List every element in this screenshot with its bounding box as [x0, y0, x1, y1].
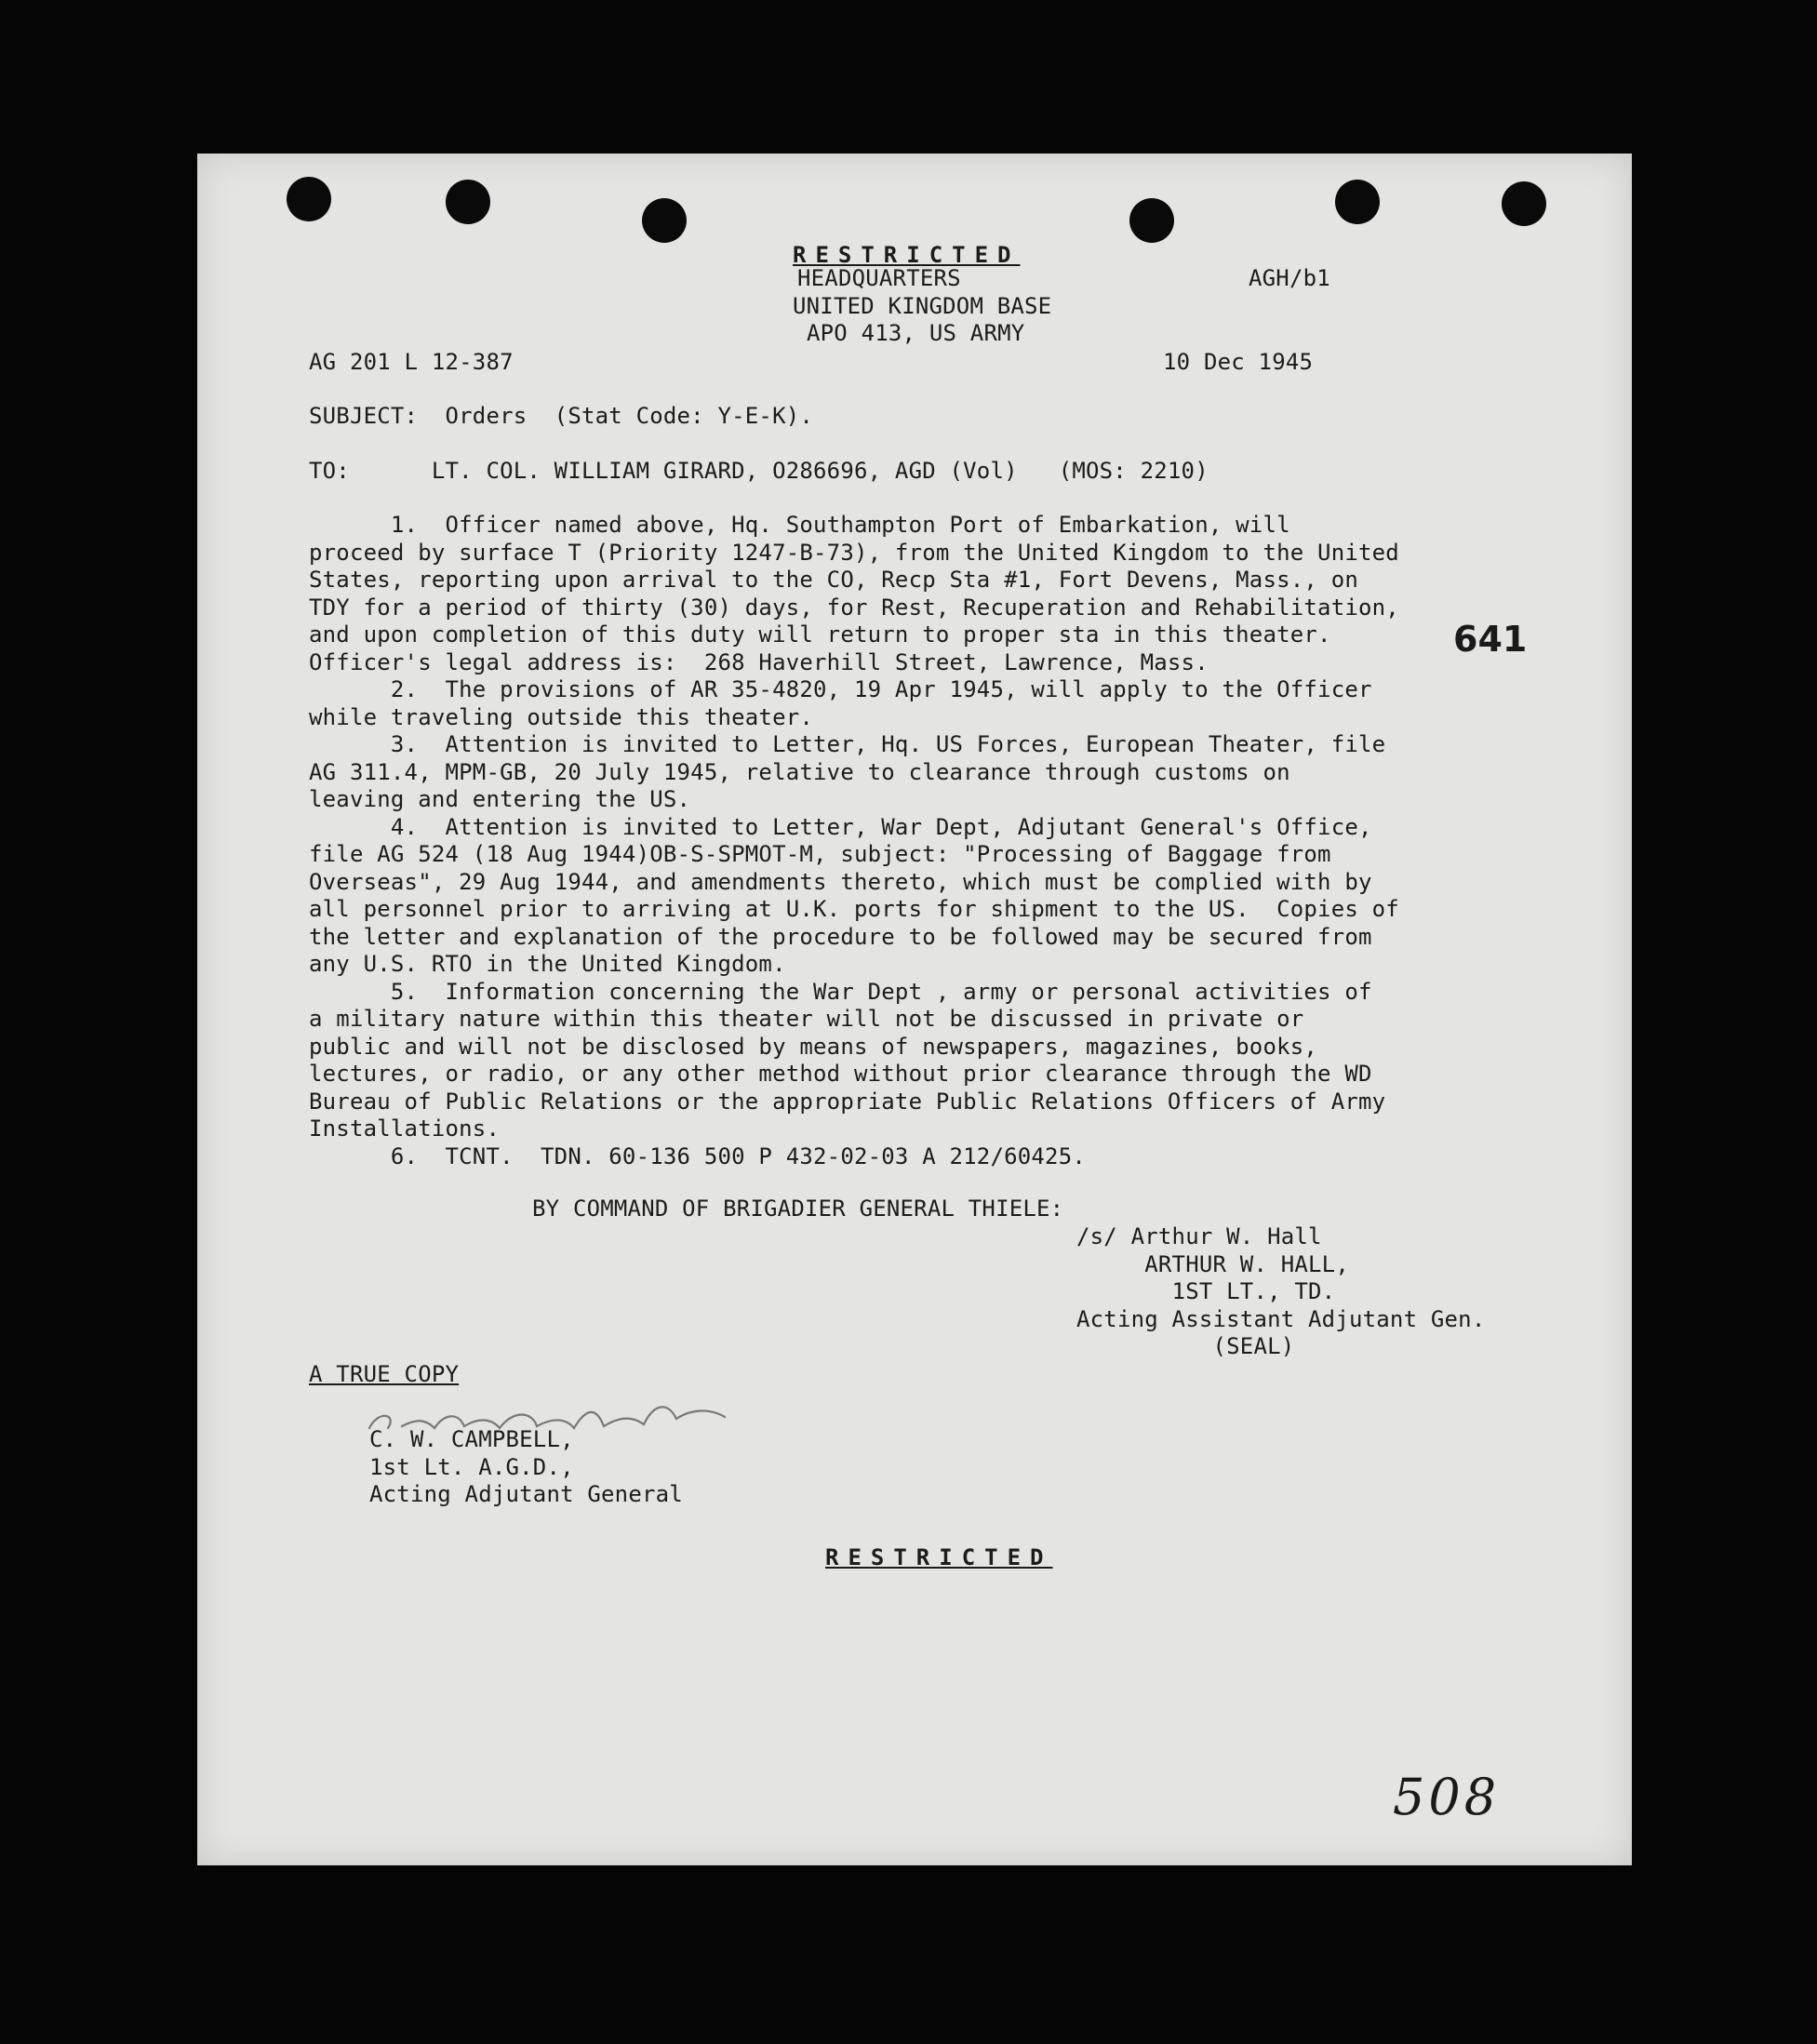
- signature-line: ARTHUR W. HALL,: [1076, 1250, 1349, 1277]
- subject-line: SUBJECT: Orders (Stat Code: Y-E-K).: [309, 403, 814, 429]
- punch-hole: [1502, 181, 1546, 226]
- true-copy-block: [369, 1426, 683, 1509]
- punch-hole: [1129, 198, 1174, 243]
- signature-line: 1ST LT., TD.: [1076, 1278, 1336, 1304]
- true-copy-line: C. W. CAMPBELL,: [369, 1426, 574, 1452]
- signature-line: /s/ Arthur W. Hall: [1076, 1223, 1322, 1249]
- file-number: AG 201 L 12-387: [309, 349, 514, 375]
- punch-hole: [1335, 180, 1380, 224]
- body-line: 6. TCNT. TDN. 60-136 500 P 432-02-03 A 212/60425.: [309, 1142, 1087, 1169]
- punch-hole: [642, 198, 687, 243]
- margin-number: 641: [1453, 619, 1528, 660]
- classification-top: RESTRICTED: [793, 242, 1021, 268]
- body-line: States, reporting upon arrival to the CO, Recp Sta #1, Fort Devens, Mass., on: [309, 567, 1358, 593]
- body-line: Bureau of Public Relations or the appropriate Public Relations Officers of Army: [309, 1088, 1386, 1115]
- body-line: leaving and entering the US.: [309, 786, 691, 812]
- body-line: Overseas", 29 Aug 1944, and amendments thereto, which must be complied with by: [309, 868, 1372, 895]
- body-line: while traveling outside this theater.: [309, 703, 814, 730]
- body-line: 5. Information concerning the War Dept , army or personal activities of: [309, 978, 1372, 1005]
- classification-bottom: RESTRICTED: [825, 1544, 1053, 1570]
- command-line: BY COMMAND OF BRIGADIER GENERAL THIELE:: [532, 1196, 1064, 1222]
- document-page: [197, 154, 1632, 1865]
- true-copy-line: 1st Lt. A.G.D.,: [369, 1453, 574, 1480]
- unit-line-1: HEADQUARTERS: [797, 265, 961, 291]
- body-line: and upon completion of this duty will return to proper sta in this theater.: [309, 621, 1331, 648]
- body-line: a military nature within this theater will not be discussed in private or: [309, 1006, 1304, 1032]
- body-line: 3. Attention is invited to Letter, Hq. US Forces, European Theater, file: [309, 731, 1386, 757]
- punch-hole: [446, 180, 490, 224]
- unit-line-2: UNITED KINGDOM BASE: [793, 293, 1052, 319]
- body-line: AG 311.4, MPM-GB, 20 July 1945, relative to clearance through customs on: [309, 758, 1290, 785]
- body-line: Officer's legal address is: 268 Haverhill Street, Lawrence, Mass.: [309, 648, 1209, 675]
- punch-hole: [287, 177, 331, 221]
- body-line: 4. Attention is invited to Letter, War Dept, Adjutant General's Office,: [309, 813, 1372, 840]
- body-line: TDY for a period of thirty (30) days, for Rest, Recuperation and Rehabilitation,: [309, 594, 1399, 621]
- unit-line-3: APO 413, US ARMY: [807, 320, 1025, 346]
- signature-block: [1076, 1223, 1485, 1361]
- signature-line: (SEAL): [1076, 1333, 1295, 1359]
- body-line: Installations.: [309, 1116, 501, 1142]
- to-line: TO: LT. COL. WILLIAM GIRARD, O286696, AGD (Vol) (MOS: 2210): [309, 458, 1209, 484]
- body-line: 1. Officer named above, Hq. Southampton Port of Embarkation, will: [309, 512, 1290, 538]
- body-text: [309, 512, 1399, 1170]
- body-line: all personnel prior to arriving at U.K. ports for shipment to the US. Copies of: [309, 896, 1399, 922]
- body-line: any U.S. RTO in the United Kingdom.: [309, 951, 786, 977]
- reference-code: AGH/b1: [1249, 265, 1330, 291]
- body-line: file AG 524 (18 Aug 1944)OB-S-SPMOT-M, subject: "Processing of Baggage from: [309, 841, 1331, 867]
- true-copy-line: Acting Adjutant General: [369, 1481, 683, 1507]
- signature-line: Acting Assistant Adjutant Gen.: [1076, 1305, 1486, 1332]
- document-date: 10 Dec 1945: [1163, 349, 1314, 375]
- body-line: the letter and explanation of the procedure to be followed may be secured from: [309, 923, 1372, 950]
- body-line: proceed by surface T (Priority 1247-B-73), from the United Kingdom to the United: [309, 539, 1399, 566]
- true-copy-label: A TRUE COPY: [309, 1361, 460, 1387]
- body-line: public and will not be disclosed by means of newspapers, magazines, books,: [309, 1033, 1318, 1060]
- body-line: 2. The provisions of AR 35-4820, 19 Apr 1945, will apply to the Officer: [309, 676, 1372, 702]
- body-line: lectures, or radio, or any other method without prior clearance through the WD: [309, 1061, 1372, 1087]
- handwritten-page-number: 508: [1393, 1768, 1501, 1826]
